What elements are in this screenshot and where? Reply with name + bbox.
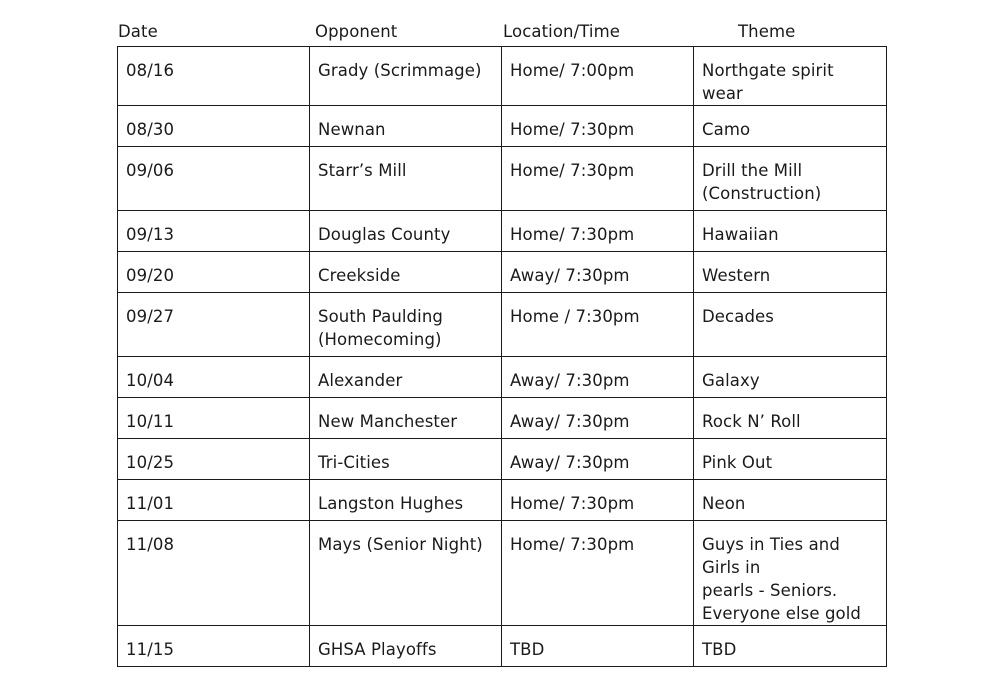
- table-row: [118, 211, 887, 252]
- theme-cell: Hawaiian: [694, 211, 887, 252]
- date-cell: 08/16: [118, 47, 310, 106]
- table-row: [118, 480, 887, 521]
- theme-cell: Galaxy: [694, 357, 887, 398]
- theme-cell: Guys in Ties and Girls in pearls - Seniors. Everyone else gold: [694, 521, 887, 626]
- theme-cell: Decades: [694, 293, 887, 357]
- theme-cell: Rock N’ Roll: [694, 398, 887, 439]
- location-time-cell: Away/ 7:30pm: [502, 439, 694, 480]
- opponent-cell: Alexander: [310, 357, 502, 398]
- table-row: [118, 521, 887, 626]
- theme-cell: Western: [694, 252, 887, 293]
- date-cell: 09/06: [118, 147, 310, 211]
- schedule-body: [118, 47, 887, 667]
- date-cell: 10/25: [118, 439, 310, 480]
- table-row: [118, 357, 887, 398]
- table-row: [118, 439, 887, 480]
- header-theme: Theme: [738, 22, 796, 41]
- location-time-cell: Away/ 7:30pm: [502, 357, 694, 398]
- opponent-cell: Grady (Scrimmage): [310, 47, 502, 106]
- opponent-cell: South Paulding (Homecoming): [310, 293, 502, 357]
- location-time-cell: Away/ 7:30pm: [502, 252, 694, 293]
- table-row: [118, 252, 887, 293]
- date-cell: 11/08: [118, 521, 310, 626]
- column-headers: [118, 20, 886, 46]
- theme-cell: Northgate spirit wear: [694, 47, 887, 106]
- date-cell: 10/04: [118, 357, 310, 398]
- table-row: [118, 147, 887, 211]
- location-time-cell: Home/ 7:30pm: [502, 147, 694, 211]
- date-cell: 09/13: [118, 211, 310, 252]
- theme-cell: TBD: [694, 626, 887, 667]
- location-time-cell: Home / 7:30pm: [502, 293, 694, 357]
- opponent-cell: Newnan: [310, 106, 502, 147]
- opponent-cell: Langston Hughes: [310, 480, 502, 521]
- date-cell: 11/01: [118, 480, 310, 521]
- opponent-cell: GHSA Playoffs: [310, 626, 502, 667]
- theme-cell: Neon: [694, 480, 887, 521]
- table-row: [118, 293, 887, 357]
- game-schedule-table: [117, 46, 887, 667]
- location-time-cell: Home/ 7:30pm: [502, 211, 694, 252]
- location-time-cell: TBD: [502, 626, 694, 667]
- location-time-cell: Away/ 7:30pm: [502, 398, 694, 439]
- table-row: [118, 398, 887, 439]
- opponent-cell: Douglas County: [310, 211, 502, 252]
- location-time-cell: Home/ 7:00pm: [502, 47, 694, 106]
- opponent-cell: Mays (Senior Night): [310, 521, 502, 626]
- header-date: Date: [118, 22, 158, 41]
- header-location-time: Location/Time: [503, 22, 621, 41]
- location-time-cell: Home/ 7:30pm: [502, 480, 694, 521]
- theme-cell: Pink Out: [694, 439, 887, 480]
- opponent-cell: Tri-Cities: [310, 439, 502, 480]
- theme-cell: Drill the Mill (Construction): [694, 147, 887, 211]
- date-cell: 10/11: [118, 398, 310, 439]
- date-cell: 09/27: [118, 293, 310, 357]
- date-cell: 11/15: [118, 626, 310, 667]
- theme-cell: Camo: [694, 106, 887, 147]
- opponent-cell: New Manchester: [310, 398, 502, 439]
- table-row: [118, 106, 887, 147]
- table-row: [118, 47, 887, 106]
- table-row: [118, 626, 887, 667]
- date-cell: 09/20: [118, 252, 310, 293]
- opponent-cell: Creekside: [310, 252, 502, 293]
- header-opponent: Opponent: [315, 22, 398, 41]
- opponent-cell: Starr’s Mill: [310, 147, 502, 211]
- location-time-cell: Home/ 7:30pm: [502, 106, 694, 147]
- location-time-cell: Home/ 7:30pm: [502, 521, 694, 626]
- date-cell: 08/30: [118, 106, 310, 147]
